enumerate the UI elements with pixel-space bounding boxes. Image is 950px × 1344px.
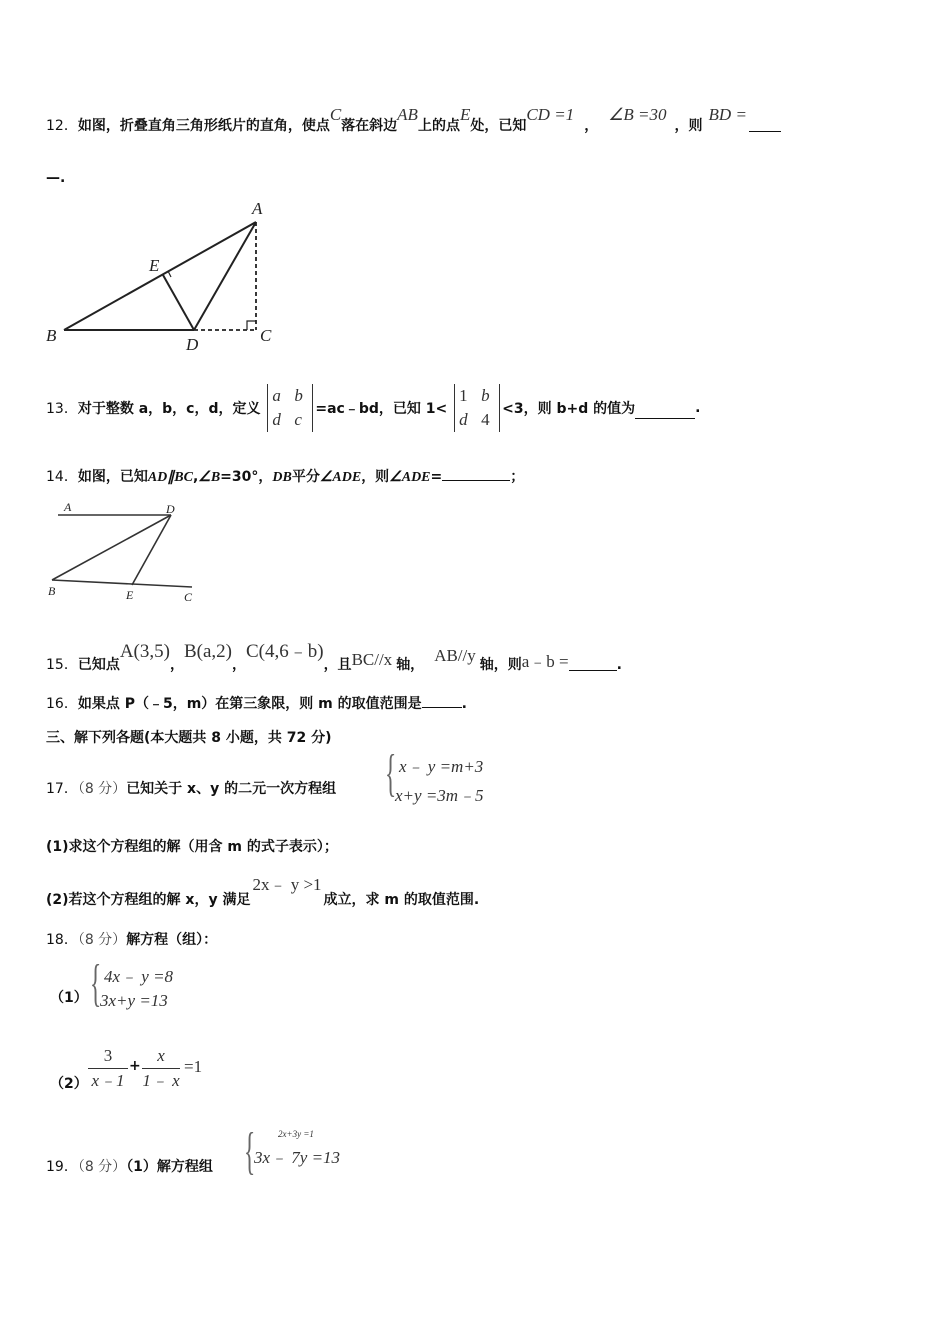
q14-label-e: E <box>126 588 134 602</box>
q18-part-1-label: （1） <box>50 990 88 1006</box>
q12-text: 12．如图，折叠直角三角形纸片的直角，使点C落在斜边AB上的点E处，已知CD =1，∠B =30，则BD = <box>46 100 781 130</box>
q18-number: 18． <box>46 932 78 948</box>
q12-edge-ba <box>64 222 256 330</box>
q15-answer-blank <box>569 658 617 671</box>
q15-number: 15． <box>46 657 78 673</box>
q12-edge-ad <box>194 222 256 330</box>
q12-blank-tail: —. <box>46 170 66 186</box>
q12-label-d: D <box>186 335 199 354</box>
q17-part-1: (1)求这个方程组的解（用含 m 的式子表示）； <box>46 839 338 855</box>
q12-label-c: C <box>260 326 272 345</box>
q18-brace: { <box>90 955 102 1012</box>
q12-number: 12． <box>46 118 78 134</box>
q18-plus: + <box>129 1058 141 1074</box>
q14-label-c: C <box>184 590 193 604</box>
q15-text: 15．已知点A(3,5)，B(a,2)，C(4,6﹣b)，且BC//x 轴， AB//y 轴，则a﹣b = . <box>46 641 622 673</box>
q13-text: 13．对于整数 a，b，c，d，定义 a b d c =ac﹣bd，已知 1< 1 b d 4 <3，则 b+d 的值为 . <box>46 384 700 434</box>
q12-label-e: E <box>149 256 160 275</box>
q18-fraction-1: 3 x﹣1 <box>88 1046 128 1091</box>
q14-label-b: B <box>48 584 56 598</box>
q12-edge-ed <box>163 275 194 330</box>
q12-right-angle-mark <box>247 321 256 330</box>
q17-part-2: (2)若这个方程组的解 x，y 满足2x﹣ y >1成立，求 m 的取值范围. <box>46 875 480 908</box>
q13-number: 13． <box>46 401 78 417</box>
q16-answer-blank <box>422 695 462 708</box>
q19-text: 19．（8 分）（1）解方程组 <box>46 1159 213 1175</box>
q14-figure <box>40 495 210 610</box>
q12-figure <box>40 195 290 355</box>
q13-determinant-1: a b d c <box>267 384 313 432</box>
q16-number: 16． <box>46 696 78 712</box>
q16-text: 16．如果点 P（﹣5，m）在第三象限，则 m 的取值范围是 . <box>46 696 467 712</box>
q18-fraction-2: x 1﹣ x <box>142 1046 180 1090</box>
q17-text: 17．（8 分）已知关于 x、y 的二元一次方程组 <box>46 781 337 797</box>
q17-brace: { <box>385 745 397 802</box>
q14-label-a: A <box>64 500 72 514</box>
q18-text: 18．（8 分）解方程（组）： <box>46 932 218 948</box>
q12-label-a: A <box>252 199 263 218</box>
q13-determinant-2: 1 b d 4 <box>454 384 500 432</box>
q12-label-b: B <box>46 326 57 345</box>
q14-text: 14．如图，已知AD∥BC,∠B=30°，DB平分∠ADE，则∠ADE= ； <box>46 469 525 485</box>
q14-number: 14． <box>46 469 78 485</box>
q14-answer-blank <box>442 468 510 481</box>
q17-number: 17． <box>46 781 78 797</box>
q19-brace: { <box>244 1123 256 1180</box>
section-3-heading: 三、解下列各题(本大题共 8 小题，共 72 分) <box>46 730 332 746</box>
q19-number: 19． <box>46 1159 78 1175</box>
q14-line-bc <box>52 580 192 587</box>
q12-answer-blank <box>749 119 781 132</box>
q14-label-d: D <box>166 502 175 516</box>
q13-answer-blank <box>635 406 695 419</box>
q18-part-2-label: （2） <box>50 1076 88 1092</box>
q12-right-angle-e <box>168 271 171 277</box>
